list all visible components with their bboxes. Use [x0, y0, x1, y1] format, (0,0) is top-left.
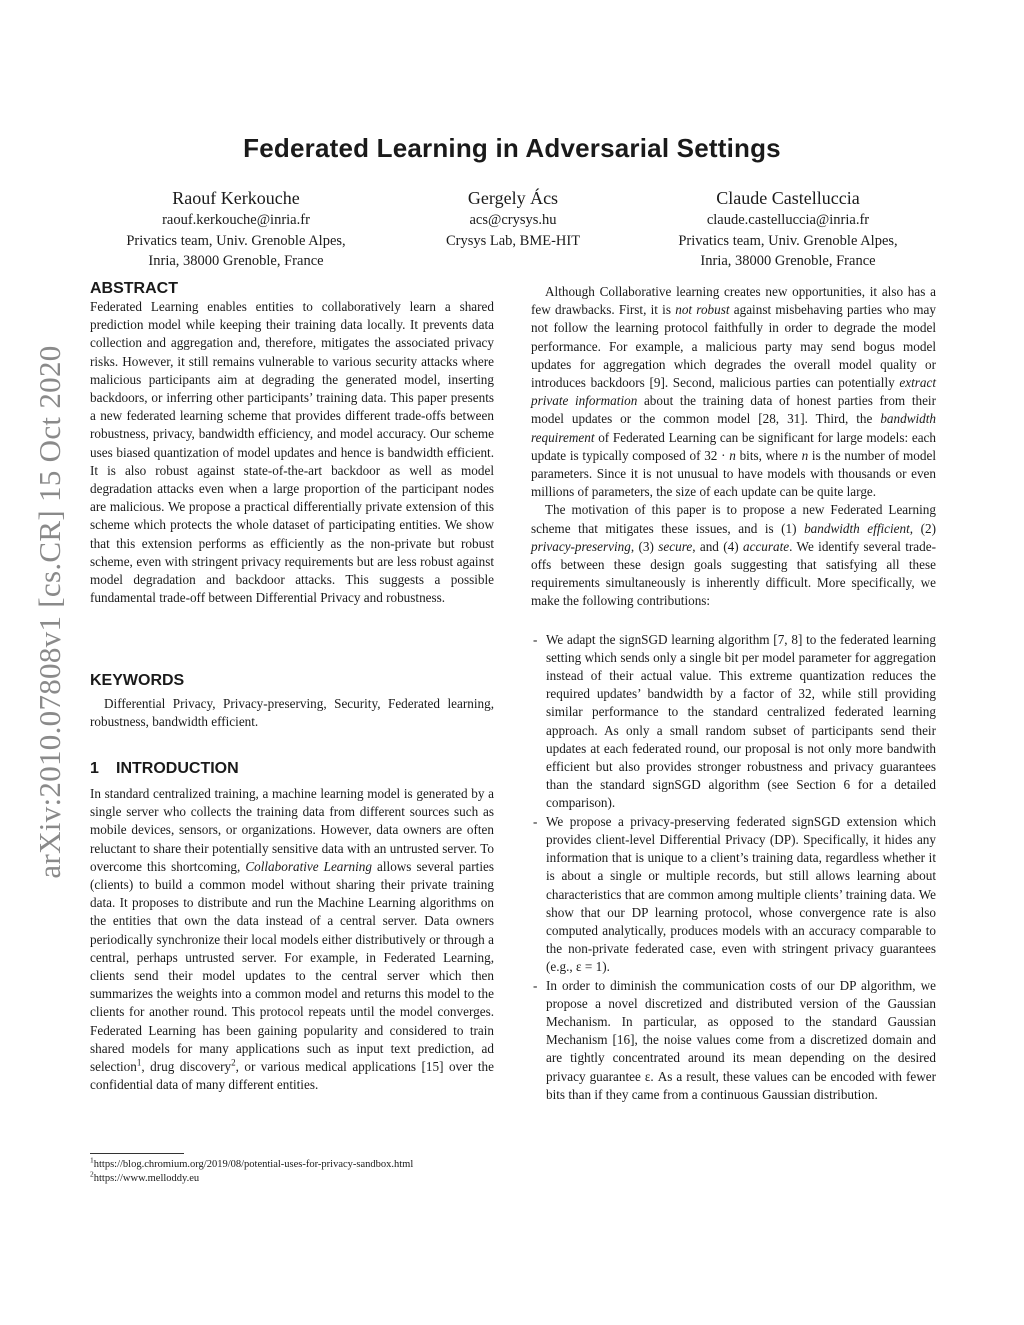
footnote-link[interactable]: https://www.melloddy.eu	[93, 1173, 200, 1184]
emphasis: bandwidth requirement	[531, 411, 936, 445]
text-run: allows several parties (clients) to build a common model without sharing their private training data. It proposes to distribute and run the Machine Learning algorithms on the entities that own the data instead of a central server. Data owners periodically synchronize their local models either distributively or through a central, perhaps untrusted server. For example, in Federated Learning, clients send their model updates to the central server which then summarizes the weights into a common model and returns this model to the clients for another round. This protocol repeats until the model converges. Federated Learning has been gaining popularity and considered to train shared models for many applications such as input text prediction, ad selection	[90, 858, 494, 1075]
emphasis: bandwidth efficient	[804, 520, 910, 536]
text-run: , and (4)	[692, 538, 743, 554]
introduction-paragraph	[90, 785, 494, 1094]
text-run: . We identify several trade-offs between these design goals suggesting that satisfying all these requirements simultaneously is inherently difficult. More specifically, we make the following contributions:	[531, 538, 936, 609]
author-name: Claude Castelluccia	[716, 188, 860, 208]
emphasis: privacy-preserving	[531, 538, 631, 554]
list-item-text: In order to diminish the communication costs of our DP algorithm, we propose a novel discretized and distributed version of the Gaussian Mechanism. In particular, as opposed to the standard Gaussian Mechanism [16], the noise values come from a discretized domain and are tightly concentrated around its mean depending on the desired privacy guarantee ε. As a result, these values can be encoded with fewer bits than if they came from a continuous Gaussian distribution.	[546, 977, 936, 1102]
emphasis: accurate	[743, 538, 790, 554]
author-affiliation: Privatics team, Univ. Grenoble Alpes,	[126, 232, 346, 249]
text-run: , (2)	[909, 520, 936, 536]
text-run: bits, where	[735, 447, 802, 463]
footnote	[90, 1169, 494, 1186]
abstract-heading: ABSTRACT	[90, 280, 178, 297]
footnotes	[90, 1155, 494, 1186]
right-column	[531, 283, 936, 1104]
author-affiliation: Inria, 38000 Grenoble, France	[700, 253, 876, 269]
keywords-heading: KEYWORDS	[90, 672, 185, 689]
author-affiliation: Crysys Lab, BME-HIT	[445, 232, 581, 249]
footnote-mark[interactable]: 1	[136, 1057, 142, 1068]
author-affiliation: Inria, 38000 Grenoble, France	[148, 253, 324, 269]
text-run: is the number of model parameters. Since it is not unusual to have models with thousands or even millions of parameters, the size of each update can be quite large.	[531, 447, 936, 500]
paper-title: Federated Learning in Adversarial Settings	[243, 133, 781, 163]
left-column	[90, 280, 494, 1093]
body-paragraph	[531, 501, 936, 610]
bullet-dash: -	[533, 813, 538, 829]
emphasis: secure	[658, 538, 693, 554]
text-run: , (3)	[630, 538, 659, 554]
author-block	[363, 186, 663, 251]
text-run: Although Collaborative learning creates new opportunities, it also has a few drawbacks. First, it is	[531, 284, 936, 318]
footnote-number: 1	[90, 1155, 94, 1165]
introduction-heading	[90, 760, 239, 778]
abstract-text: Federated Learning enables entities to collaboratively learn a shared prediction model while keeping their training data locally. It prevents data collection and aggregation and, therefore, mitigates the associated privacy risks. However, it still remains vulnerable to various security attacks where malicious participants aim at degrading the generated model, inserting backdoors, or inferring other participants’ training data. This paper presents a new federated learning scheme that provides different trade-offs between robustness, privacy, bandwidth efficiency, and model accuracy. Our scheme uses biased quantization of model updates and hence is bandwidth efficient. It is also robust against state-of-the-art backdoor as well as model degradation attacks even when a large proportion of the participant nodes are malicious. We propose a practical differentially private extension of this scheme which protects the whole dataset of participating entities. We show that this extension performs as efficiently as the non-private but robust scheme, even with stringent privacy requirements but are less robust against model degradation and backdoor attacks. This suggests a possible fundamental trade-off between Differential Privacy and robustness.	[90, 299, 494, 606]
footnote	[90, 1155, 494, 1172]
list-item-text: We propose a privacy-preserving federated signSGD extension which provides client-level Differential Privacy (DP). Specifically, it hides any information that is unique to a client’s training data, regardless whether it is about a single or multiple records, but still allows learning about characteristics that are common among multiple clients’ training data. We show that our DP learning protocol, whose convergence rate is also computed analytically, produces models with an accuracy comparable to the non-private federated case, even with stringent privacy guarantees (e.g., ε = 1).	[546, 813, 936, 975]
footnote-link[interactable]: https://blog.chromium.org/2019/08/potential-uses-for-privacy-sandbox.html	[93, 1159, 414, 1170]
list-item	[531, 977, 936, 1104]
author-name: Gergely Ács	[467, 188, 559, 208]
bullet-dash: -	[533, 977, 538, 993]
list-item-text: We adapt the signSGD learning algorithm [7, 8] to the federated learning setting which sends only a single bit per model parameter for aggregation instead of their actual value. This extreme quantization reduces the required updates’ bandwidth by a factor of 32, while still providing similar performance to the standard centralized federated learning approach. As only a small random subset of participants send their updates at each federated round, our proposal is not only more bandwith efficient but also provides stronger robustness and privacy guarantees than the standard signSGD algorithm (see Section 6 for a detailed comparison).	[546, 631, 936, 811]
list-item	[531, 631, 936, 813]
author-email[interactable]: claude.castelluccia@inria.fr	[706, 212, 870, 228]
emphasis: extract private information	[531, 375, 936, 409]
text-run: In standard centralized training, a machine learning model is generated by a single server who collects the training data from different sources such as mobile devices, sensors, or organizations. However, data owners are often reluctant to share their potentially sensitive data with an untrusted server. To overcome this shortcoming,	[90, 786, 494, 874]
author-affiliation: Privatics team, Univ. Grenoble Alpes,	[678, 232, 898, 249]
author-email[interactable]: raouf.kerkouche@inria.fr	[162, 212, 310, 228]
emphasis: not robust	[675, 302, 730, 318]
bullet-dash: -	[533, 631, 538, 647]
text-run: of Federated Learning can be significant for large models: each update is typically composed of 32 ·	[531, 429, 936, 463]
arxiv-identifier[interactable]: arXiv:2010.07808v1 [cs.CR] 15 Oct 2020	[32, 345, 67, 879]
text-run: about the training data of honest parties from their model updates or the common model [28, 31]. Third, the	[531, 393, 936, 427]
text-run: The motivation of this paper is to propose a new Federated Learning scheme that mitigates these issues, and is (1)	[531, 502, 936, 536]
footnote-divider	[90, 1153, 184, 1154]
emphasis: n	[801, 447, 809, 463]
text-run: , drug discovery	[141, 1059, 232, 1075]
keywords-text: Differential Privacy, Privacy-preserving, Security, Federated learning, robustness, bandwidth efficient.	[90, 696, 494, 730]
footnote-number: 2	[90, 1169, 94, 1179]
list-item	[531, 813, 936, 977]
author-email[interactable]: acs@crysys.hu	[469, 212, 557, 228]
body-paragraph	[531, 283, 936, 501]
author-block	[86, 186, 386, 272]
text-run: against misbehaving parties who may not follow the learning protocol faithfully in order to degrade the model performance. For example, a malicious party may send bogus model updates for aggregation which degrades the overall model quality or introduces backdoors [9]. Second, malicious parties can potentially	[531, 302, 936, 391]
author-name: Raouf Kerkouche	[172, 188, 300, 208]
contributions-list	[531, 631, 936, 1104]
emphasis: n	[729, 447, 736, 463]
section-number: 1	[90, 760, 99, 777]
emphasis: Collaborative Learning	[245, 858, 372, 874]
section-title: INTRODUCTION	[116, 760, 239, 777]
footnote-mark[interactable]: 2	[231, 1057, 236, 1068]
author-block	[638, 186, 938, 272]
text-run: , or various medical applications [15] over the confidential data of many different entities.	[90, 1059, 494, 1093]
